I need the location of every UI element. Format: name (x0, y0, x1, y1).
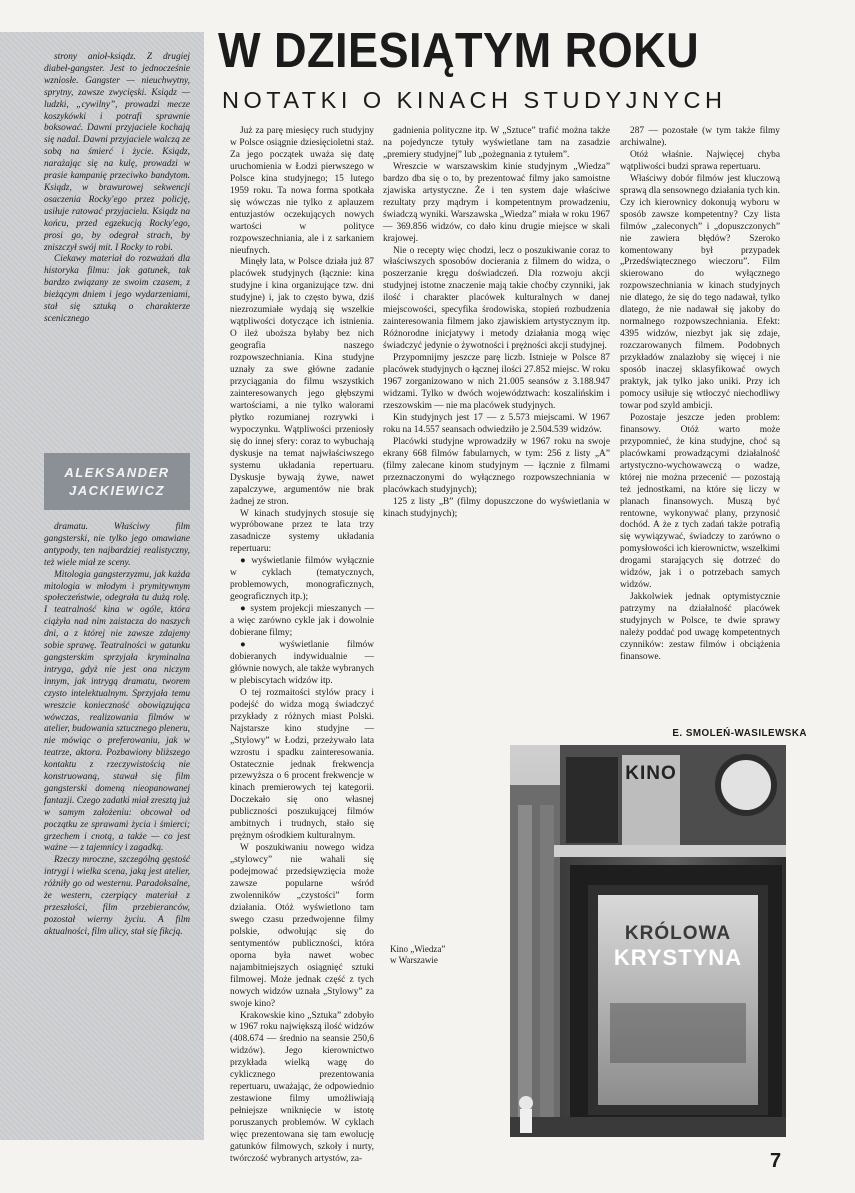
poster-title-line-2: KRYSTYNA (613, 945, 743, 970)
article-paragraph: Pozostaje jeszcze jeden problem: finansowy. Otóż warto może przypomnieć, że kina studyjne, choć są placówkami prowadzącymi działalność artystyczno-wychowawczą o wadze, której nie można przecenić — pozostają też jednostkami, na które się liczy w planach finansowych. Muszą być rentowne, wykonywać plany, przynosić dochód. A że z tych zadań także potrafią się wywiązywać, świadczy to zarówno o pomysłowości ich kierownictw, wszelkimi drogami starających się dotrzeć do widzów, jak i o potrzebach samych widzów. (620, 412, 780, 591)
article-paragraph: O tej rozmaitości stylów pracy i podejść do widza mogą świadczyć przykłady z różnych miast Polski. Najstarsze kino studyjne — „Stylowy” w Łodzi, przeżywało lata wzrostu i spadku zainteresowania. Ostatecznie jednak frekwencja przewyższa o 6 procent frekwencje w kinach premierowych tej kategorii. Doczekało się ono własnej publiczności poszukującej filmów ambitnych i trudnych, stało się prężnym ośrodkiem kulturalnym. (230, 687, 374, 842)
article-paragraph: Placówki studyjne wprowadziły w 1967 roku na swoje ekrany 668 filmów fabularnych, w tym: 256 z listy „A” (filmy zalecane kinom studyjnym — łącznie z filmami przeznaczonymi do wyłącznego rozpowszechniania w placówkach studyjnych); (383, 436, 610, 495)
article-subtitle: NOTATKI O KINACH STUDYJNYCH (222, 87, 727, 113)
article-paragraph: Otóż właśnie. Najwięcej chyba wątpliwości budzi sprawa repertuaru. (620, 149, 780, 172)
sidebar-text-lower (44, 522, 190, 939)
article-paragraph: W poszukiwaniu nowego widza „stylowcy” nie wahali się podejmować przedsięwzięcia może zawsze popularne wśród zwolenników „czystości” form działania. Otóż wyświetlono tam swego czasu przedwojenne filmy polskie, odwołując się do sentymentów publiczności, która oporna była nawet wobec najambitniejszych osiągnięć sztuki filmowej. Może jednak część z tych nowych widzów uznała „Stylowy” za swoje kino? (230, 843, 374, 1009)
cinema-sign: KINO (625, 763, 677, 784)
sidebar-paragraph: dramatu. Właściwy film gangsterski, nie tylko jego omawiane antypody, ten najbardziej realistyczny, też wiele miał ze sceny. (44, 522, 190, 568)
author-last-name: JACKIEWICZ (69, 482, 165, 498)
caption-line: w Warszawie (390, 955, 438, 965)
sidebar-text-upper (44, 52, 190, 326)
article-paragraph: 125 z listy „B” (filmy dopuszczone do wyświetlania w kinach studyjnych); (383, 496, 610, 519)
author-box (44, 453, 190, 510)
caption-line: Kino „Wiedza” (390, 944, 446, 954)
article-paragraph: Jakkolwiek jednak optymistycznie patrzymy na działalność placówek studyjnych w Polsce, te dwie sprawy należy poddać pod uwagę kompetentnych czynników: zestaw filmów i obciążenia finansowe. (620, 592, 780, 662)
sidebar-paragraph: Rzeczy mroczne, szczególną gęstość intrygi i wielka scena, jaką jest atelier, różniły go od westernu. Paradoksalne, że western, czerpiący materiał z przeszłości, film przebieranców, pozostał wierny życiu. A film aktualności, film ulicy, stał się fikcją. (44, 855, 190, 937)
bullet-item: ● wyświetlanie filmów wyłącznie w cyklach (tematycznych, problemowych, monograficznych, geograficznych itp.); (230, 556, 374, 603)
author-first-name: ALEKSANDER (64, 464, 170, 480)
article-paragraph: Już za parę miesięcy ruch studyjny w Polsce osiągnie dziesięcioletni staż. Za jego początek uważa się datę uruchomienia w Łodzi pierwszego w Polsce kina studyjnego; 15 lutego 1959 roku. Ta nowa forma spotkała się wówczas nie tylko z aplauzem entuzjastów oczekujących nowych wartości w polityce rozpowszechniania, ale i z sarkaniem nieufnych. (230, 126, 374, 256)
article-paragraph: Minęły lata, w Polsce działa już 87 placówek studyjnych (łącznie: kina studyjne i kina organizujące tzw. dni studyjne) i, jak to często bywa, dziś niezrozumiałe wydają się wszelkie wątpliwości dotyczące ich istnienia. O ileż uboższa byłaby bez nich geografia naszego rozpowszechniania. Kina studyjne uznały za swe główne zadanie przyciągania do filmu wszystkich zainteresowanych jego głębszymi wartościami, a nie tylko walorami płytko rozumianej rozrywki i wypoczynku. Wątpliwości przeniosły się do innej sfery: coraz to wybuchają dyskusje na temat najwłaściwszego systemu układania repertuaru. Dyskusje bywają żywe, nawet zapalczywe, argumentów nie brak żadnej ze stron. (230, 257, 374, 507)
article-paragraph: gadnienia polityczne itp. W „Sztuce” trafić można także na pojedyncze tytuły wyświetlane tam na zasadzie „premiery studyjnej” lub „pożegnania z tytułem”. (383, 126, 610, 160)
article-column-1 (230, 126, 374, 1166)
cinema-photo (510, 745, 786, 1137)
article-column-2 (383, 126, 610, 520)
sidebar-paragraph: strony anioł-ksiądz. Z drugiej diabeł-gangster. Jest to jednocześnie wzniosłe. Gangster — nieuchwytny, sprytny, zawsze zwycięski. Ksiądz — ludzki, „cywilny”, prowadzi mecze koszykówki i potrafi sprawnie boksować. Dawni przyjaciele kochają się nadal. Dawni przyjaciele walczą ze sobą na śmierć i życie. Ksiądz, narażając się na kulę, prowadzi w prasie kampanię przeciwko bandytom. Ksiądz, w brawurowej sekwencji osaczenia Rocky'ego przez policję, usiłuje ratować przyjaciela. Ksiądz na końcu, przed egzekucją Rocky'ego, prosi go, by odegrał strach, by zniszczył swój mit. I Rocky to robi. (44, 52, 190, 253)
article-signature: E. SMOLEŃ-WASILEWSKA (672, 728, 807, 739)
bullet-item: ● wyświetlanie filmów dobieranych indywidualnie — głównie nowych, ale także wybranych w plebiscytach widzów itp. (230, 639, 374, 686)
article-paragraph: W kinach studyjnych stosuje się wypróbowane przez te lata trzy zasadnicze systemy układania repertuaru: (230, 508, 374, 555)
page-number: 7 (770, 1150, 782, 1172)
photo-caption (390, 944, 500, 966)
article-title: W DZIESIĄTYM ROKU (218, 24, 700, 78)
bullet-item: ● system projekcji mieszanych — a więc zarówno cykle jak i dowolnie dobierane filmy; (230, 604, 374, 639)
article-paragraph: Kin studyjnych jest 17 — z 5.573 miejscami. W 1967 roku na 14.557 seansach odwiedziło je 2.504.539 widzów. (383, 412, 610, 435)
article-column-3 (620, 126, 780, 664)
article-paragraph: Nie o recepty więc chodzi, lecz o poszukiwanie coraz to właściwszych sposobów docierania z filmem do widza, o poszerzanie kręgu doświadczeń. Dla rozwoju akcji studyjnej istotne znaczenie mają takie choćby czynniki, jak ilość i charakter placówek kulturalnych w danej miejscowości, specyfika środowiska, stopień rozbudzenia zainteresowania filmem jako zjawiskiem artystycznym itp. Różnorodne inicjatywy i metody działania mogą więc świadczyć jedynie o żywotności i prężności akcji studyjnej. (383, 245, 610, 352)
article-paragraph: 287 — pozostałe (w tym także filmy archiwalne). (620, 126, 780, 148)
article-paragraph: Krakowskie kino „Sztuka” zdobyło w 1967 roku największą ilość widzów (408.674 — średnio na seansie 250,6 widzów). Jego kierownictwo przykłada wielką wagę do cyklicznego prezentowania repertuaru, uważając, że odpowiednio zestawione filmy umożliwiają pełniejsze wniknięcie w istotę poruszanych problemów. W cyklach więc prezentowana się tam ewolucję gatunków filmowych, szkoły i nurty, twórczość wybranych artystów, za- (230, 1010, 374, 1164)
article-paragraph: Wreszcie w warszawskim kinie studyjnym „Wiedza” bardzo dba się o to, by prezentować filmy jako samoistne zjawiska artystyczne. Że i ten system daje właściwe rezultaty przy mądrym i kompetentnym prowadzeniu, świadczą wyniki. Warszawska „Wiedza” miała w roku 1967 — 369.856 widzów, co dało kinu drugie miejsce w skali krajowej. (383, 161, 610, 244)
sidebar-paragraph: Ciekawy materiał do rozważań dla historyka filmu: jak gatunek, tak bardzo związany ze swoim czasem, z bieżącym dniem i jego wydarzeniami, stał się sztuką o charakterze scenicznego (44, 254, 190, 324)
article-paragraph: Przypomnijmy jeszcze parę liczb. Istnieje w Polsce 87 placówek studyjnych o łącznej ilości 27.852 miejsc. W roku 1967 zorganizowano w nich 21.005 seansów z 3.188.947 widzami. Tylko w dwóch województwach: koszalińskim i rzeszowskim — nie ma placówek studyjnych. (383, 353, 610, 411)
article-paragraph: Właściwy dobór filmów jest kluczową sprawą dla sensownego działania tych kin. Czy ich kierownicy dokonują wyboru w sposób zawsze kompetentny? Czy lista filmów „zaleconych” i „dopuszczonych” nie zawiera błędów? Szeroko komentowany był przypadek „Przedświątecznego wieczoru”. Film skierowano do wyłącznego rozpowszechniania w kinach studyjnych nie dlatego, że się do tego nadawał, tylko dlatego, że nie nadawał się jakoby do normalnego rozpowszechniania. Efekt: 4395 widzów, niezbyt jak się zdaje, rozczarowanych filmem. Podobnych przykładów znalazłoby się więcej i nie sposób inaczej sklasyfikować owych praktyk, jak tylko jako uniki. Przy ich pomocy usiłuje się wtłoczyć niechodliwy towar pod szyld ambicji. (620, 173, 780, 411)
sidebar-paragraph: Mitologia gangsterzyzmu, jak każda mitologia w młodym i prymitywnym społeczeństwie, odegrała tu dużą rolę. I teatralność kina w ogóle, która ciążyła nad nim zaistacza do naszych dni, a z której nie zawsze zdajemy sobie sprawę. Teatralności w gatunku gangsterskim sprzyjała kryminalna intryga, gdyż nie jest ona niczym innym, jak intrygą dramatu, tworem czysto intelektualnym. Sprzyjała temu wreszcie konieczność obowiązująca wówczas, realizowania filmów w atelier, budowania sztucznego pleneru, nie mówiąc o preferowaniu, jak w teatrze, aktora. Pozbawiony bliższego kontaktu z rzeczywistością nie konstruowaną, stawał się film gangsterski domeną nieopanowanej fantazji. Czego zadatki miał zresztą już w samym założeniu: obcował od początku ze sprawami życia i śmierci; grzechem i cnotą, a także — co jest ważne — z tajemnicy i zagadką. (44, 569, 190, 854)
poster-title-line-1: KRÓLOWA (624, 923, 732, 944)
